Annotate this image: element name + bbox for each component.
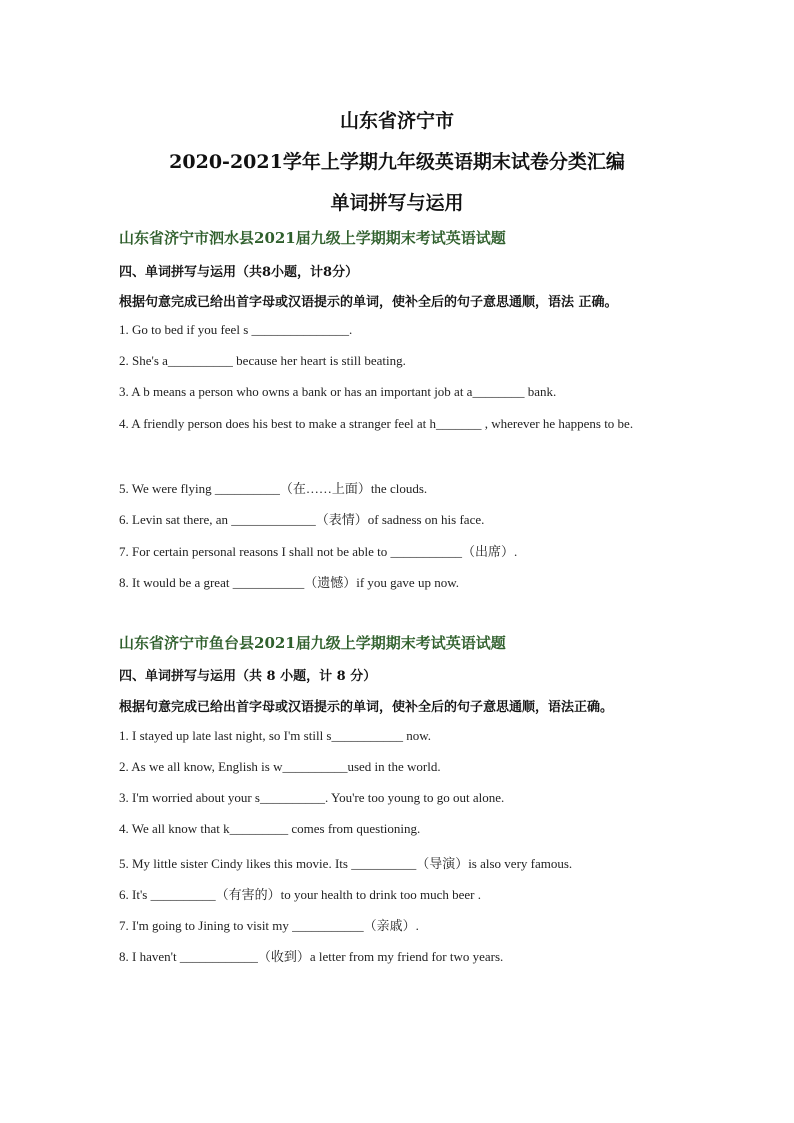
section-2-subtitle: 四、单词拼写与运用（共 8 小题，计 8 分） [119, 669, 377, 684]
doc-title-region: 山东省济宁市 [339, 110, 454, 132]
doc-title-topic: 单词拼写与运用 [330, 192, 464, 214]
question-item: 7. For certain personal reasons I shall not be able to ___________（出席）. [119, 544, 518, 559]
question-item: 6. It's __________（有害的）to your health to drink too much beer . [119, 887, 481, 902]
question-item: 8. It would be a great ___________（遗憾）if you gave up now. [119, 575, 459, 590]
doc-title-main: 2020-2021学年上学期九年级英语期末试卷分类汇编 [169, 151, 625, 173]
question-item: 5. We were flying __________（在……上面）the clouds. [119, 481, 428, 496]
section-1-instruction: 根据句意完成已给出首字母或汉语提示的单词，使补全后的句子意思通顺，语法 正确。 [119, 295, 618, 310]
question-item: 3. A b means a person who owns a bank or has an important job at a________ bank. [119, 384, 557, 399]
section-2-title: 山东省济宁市鱼台县2021届九级上学期期末考试英语试题 [119, 634, 506, 652]
question-item: 1. Go to bed if you feel s _______________. [119, 322, 353, 337]
question-item: 4. We all know that k_________ comes from questioning. [119, 821, 421, 836]
question-item: 4. A friendly person does his best to make a stranger feel at h_______ , wherever he happens to be. [119, 416, 634, 431]
question-item: 2. She's a__________ because her heart is still beating. [119, 353, 406, 368]
question-item: 7. I'm going to Jining to visit my ___________（亲戚）. [119, 918, 419, 933]
section-1-subtitle: 四、单词拼写与运用（共8小题，计8分） [119, 265, 359, 280]
question-item: 2. As we all know, English is w__________used in the world. [119, 759, 441, 774]
question-item: 1. I stayed up late last night, so I'm still s___________ now. [119, 728, 432, 743]
question-item: 6. Levin sat there, an _____________（表情）of sadness on his face. [119, 512, 485, 527]
question-item: 5. My little sister Cindy likes this movie. Its __________（导演）is also very famous. [119, 856, 573, 871]
section-2-instruction: 根据句意完成已给出首字母或汉语提示的单词，使补全后的句子意思通顺，语法正确。 [119, 700, 614, 715]
question-item: 8. I haven't ____________（收到）a letter from my friend for two years. [119, 949, 504, 964]
section-1-title: 山东省济宁市泗水县2021届九级上学期期末考试英语试题 [119, 229, 506, 247]
question-item: 3. I'm worried about your s__________. You're too young to go out alone. [119, 790, 505, 805]
